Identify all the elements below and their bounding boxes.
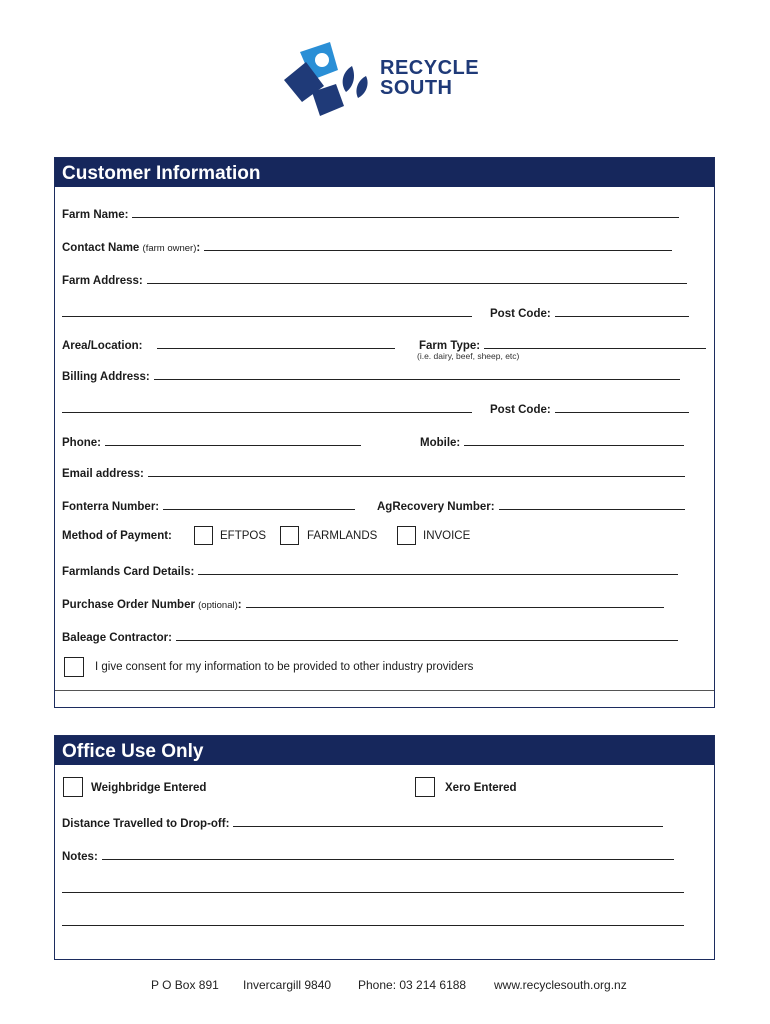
purchase-order-row: Purchase Order Number (optional): — [62, 596, 664, 611]
post-code-field[interactable] — [555, 305, 689, 317]
phone-row — [62, 434, 361, 449]
notes-line-3-field[interactable] — [62, 914, 684, 926]
invoice-checkbox[interactable] — [397, 526, 416, 545]
area-row — [62, 337, 395, 352]
logo-line-1: RECYCLE — [380, 57, 480, 79]
agrecovery-label: AgRecovery Number: — [377, 501, 495, 513]
post-code-row — [490, 305, 689, 320]
eftpos-label: EFTPOS — [220, 530, 267, 542]
notes-line-3-row — [62, 914, 684, 929]
farm-name-field[interactable] — [132, 206, 679, 218]
billing-address-line-2-field[interactable] — [62, 401, 472, 413]
distance-label: Distance Travelled to Drop-off: — [62, 818, 230, 830]
recycle-south-logo-mark-icon — [282, 40, 374, 118]
fonterra-row — [62, 498, 355, 513]
eftpos-checkbox[interactable] — [194, 526, 213, 545]
notes-label: Notes: — [62, 851, 98, 863]
invoice-label: INVOICE — [423, 530, 471, 542]
distance-row — [62, 815, 663, 830]
billing-address-label: Billing Address: — [62, 371, 150, 383]
farm-address-line-2-row — [62, 305, 472, 320]
notes-line-2-field[interactable] — [62, 881, 684, 893]
contact-name-field[interactable] — [204, 239, 672, 251]
billing-post-code-row — [490, 401, 689, 416]
contact-name-label: Contact Name — [62, 242, 140, 254]
farm-address-line-2-field[interactable] — [62, 305, 472, 317]
section-title: Customer Information — [55, 158, 714, 187]
area-label: Area/Location: — [62, 340, 143, 352]
notes-row — [62, 848, 674, 863]
email-row — [62, 465, 685, 480]
farm-name-row — [62, 206, 679, 221]
payment-method-label: Method of Payment: — [62, 530, 172, 542]
xero-checkbox[interactable] — [415, 777, 435, 797]
farmlands-label: FARMLANDS — [307, 530, 378, 542]
billing-address-field[interactable] — [154, 368, 680, 380]
agrecovery-row — [377, 498, 685, 513]
purchase-order-field[interactable] — [246, 596, 664, 608]
section-title: Office Use Only — [55, 736, 714, 765]
weighbridge-checkbox[interactable] — [63, 777, 83, 797]
billing-address-line-2-row — [62, 401, 472, 416]
farmlands-card-field[interactable] — [198, 563, 678, 575]
logo-line-2: SOUTH — [380, 77, 453, 99]
area-field[interactable] — [157, 337, 395, 349]
fonterra-label: Fonterra Number: — [62, 501, 160, 513]
phone-label: Phone: — [62, 437, 101, 449]
contact-name-row: Contact Name (farm owner): — [62, 239, 672, 254]
farm-name-label: Farm Name: — [62, 209, 129, 221]
farm-address-field[interactable] — [147, 272, 687, 284]
consent-label: I give consent for my information to be provided to other industry providers — [95, 661, 474, 673]
contact-name-note: (farm owner) — [142, 243, 197, 254]
farmlands-card-row — [62, 563, 678, 578]
weighbridge-label: Weighbridge Entered — [91, 782, 207, 794]
farm-address-label: Farm Address: — [62, 275, 143, 287]
billing-address-row — [62, 368, 680, 383]
mobile-row — [420, 434, 684, 449]
email-label: Email address: — [62, 468, 144, 480]
farmlands-checkbox[interactable] — [280, 526, 299, 545]
purchase-order-label: Purchase Order Number — [62, 599, 195, 611]
post-code-label: Post Code: — [490, 308, 551, 320]
farm-type-row — [419, 337, 706, 352]
consent-checkbox[interactable] — [64, 657, 84, 677]
footer-phone: Phone: 03 214 6188 — [358, 978, 467, 992]
mobile-label: Mobile: — [420, 437, 461, 449]
purchase-order-note: (optional) — [198, 600, 238, 611]
notes-field[interactable] — [102, 848, 674, 860]
farm-type-field[interactable] — [484, 337, 706, 349]
fonterra-field[interactable] — [163, 498, 355, 510]
email-field[interactable] — [148, 465, 685, 477]
agrecovery-field[interactable] — [499, 498, 685, 510]
farm-type-hint: (i.e. dairy, beef, sheep, etc) — [417, 351, 520, 361]
section-divider — [55, 690, 714, 691]
baleage-row — [62, 629, 678, 644]
mobile-field[interactable] — [464, 434, 684, 446]
xero-label: Xero Entered — [445, 782, 517, 794]
billing-post-code-label: Post Code: — [490, 404, 551, 416]
footer-website[interactable]: www.recyclesouth.org.nz — [494, 978, 627, 992]
farmlands-card-label: Farmlands Card Details: — [62, 566, 195, 578]
notes-line-2-row — [62, 881, 684, 896]
footer-city: Invercargill 9840 — [243, 978, 332, 992]
footer-po-box: P O Box 891 — [151, 978, 219, 992]
distance-field[interactable] — [233, 815, 663, 827]
farm-address-row — [62, 272, 687, 287]
payment-method-row — [62, 530, 172, 542]
office-use-section — [54, 735, 715, 960]
billing-post-code-field[interactable] — [555, 401, 689, 413]
customer-information-section — [54, 157, 715, 708]
baleage-label: Baleage Contractor: — [62, 632, 172, 644]
logo-wordmark — [380, 58, 479, 98]
recycle-south-logo — [282, 40, 492, 118]
phone-field[interactable] — [105, 434, 361, 446]
baleage-field[interactable] — [176, 629, 678, 641]
farm-type-label: Farm Type: — [419, 340, 481, 352]
